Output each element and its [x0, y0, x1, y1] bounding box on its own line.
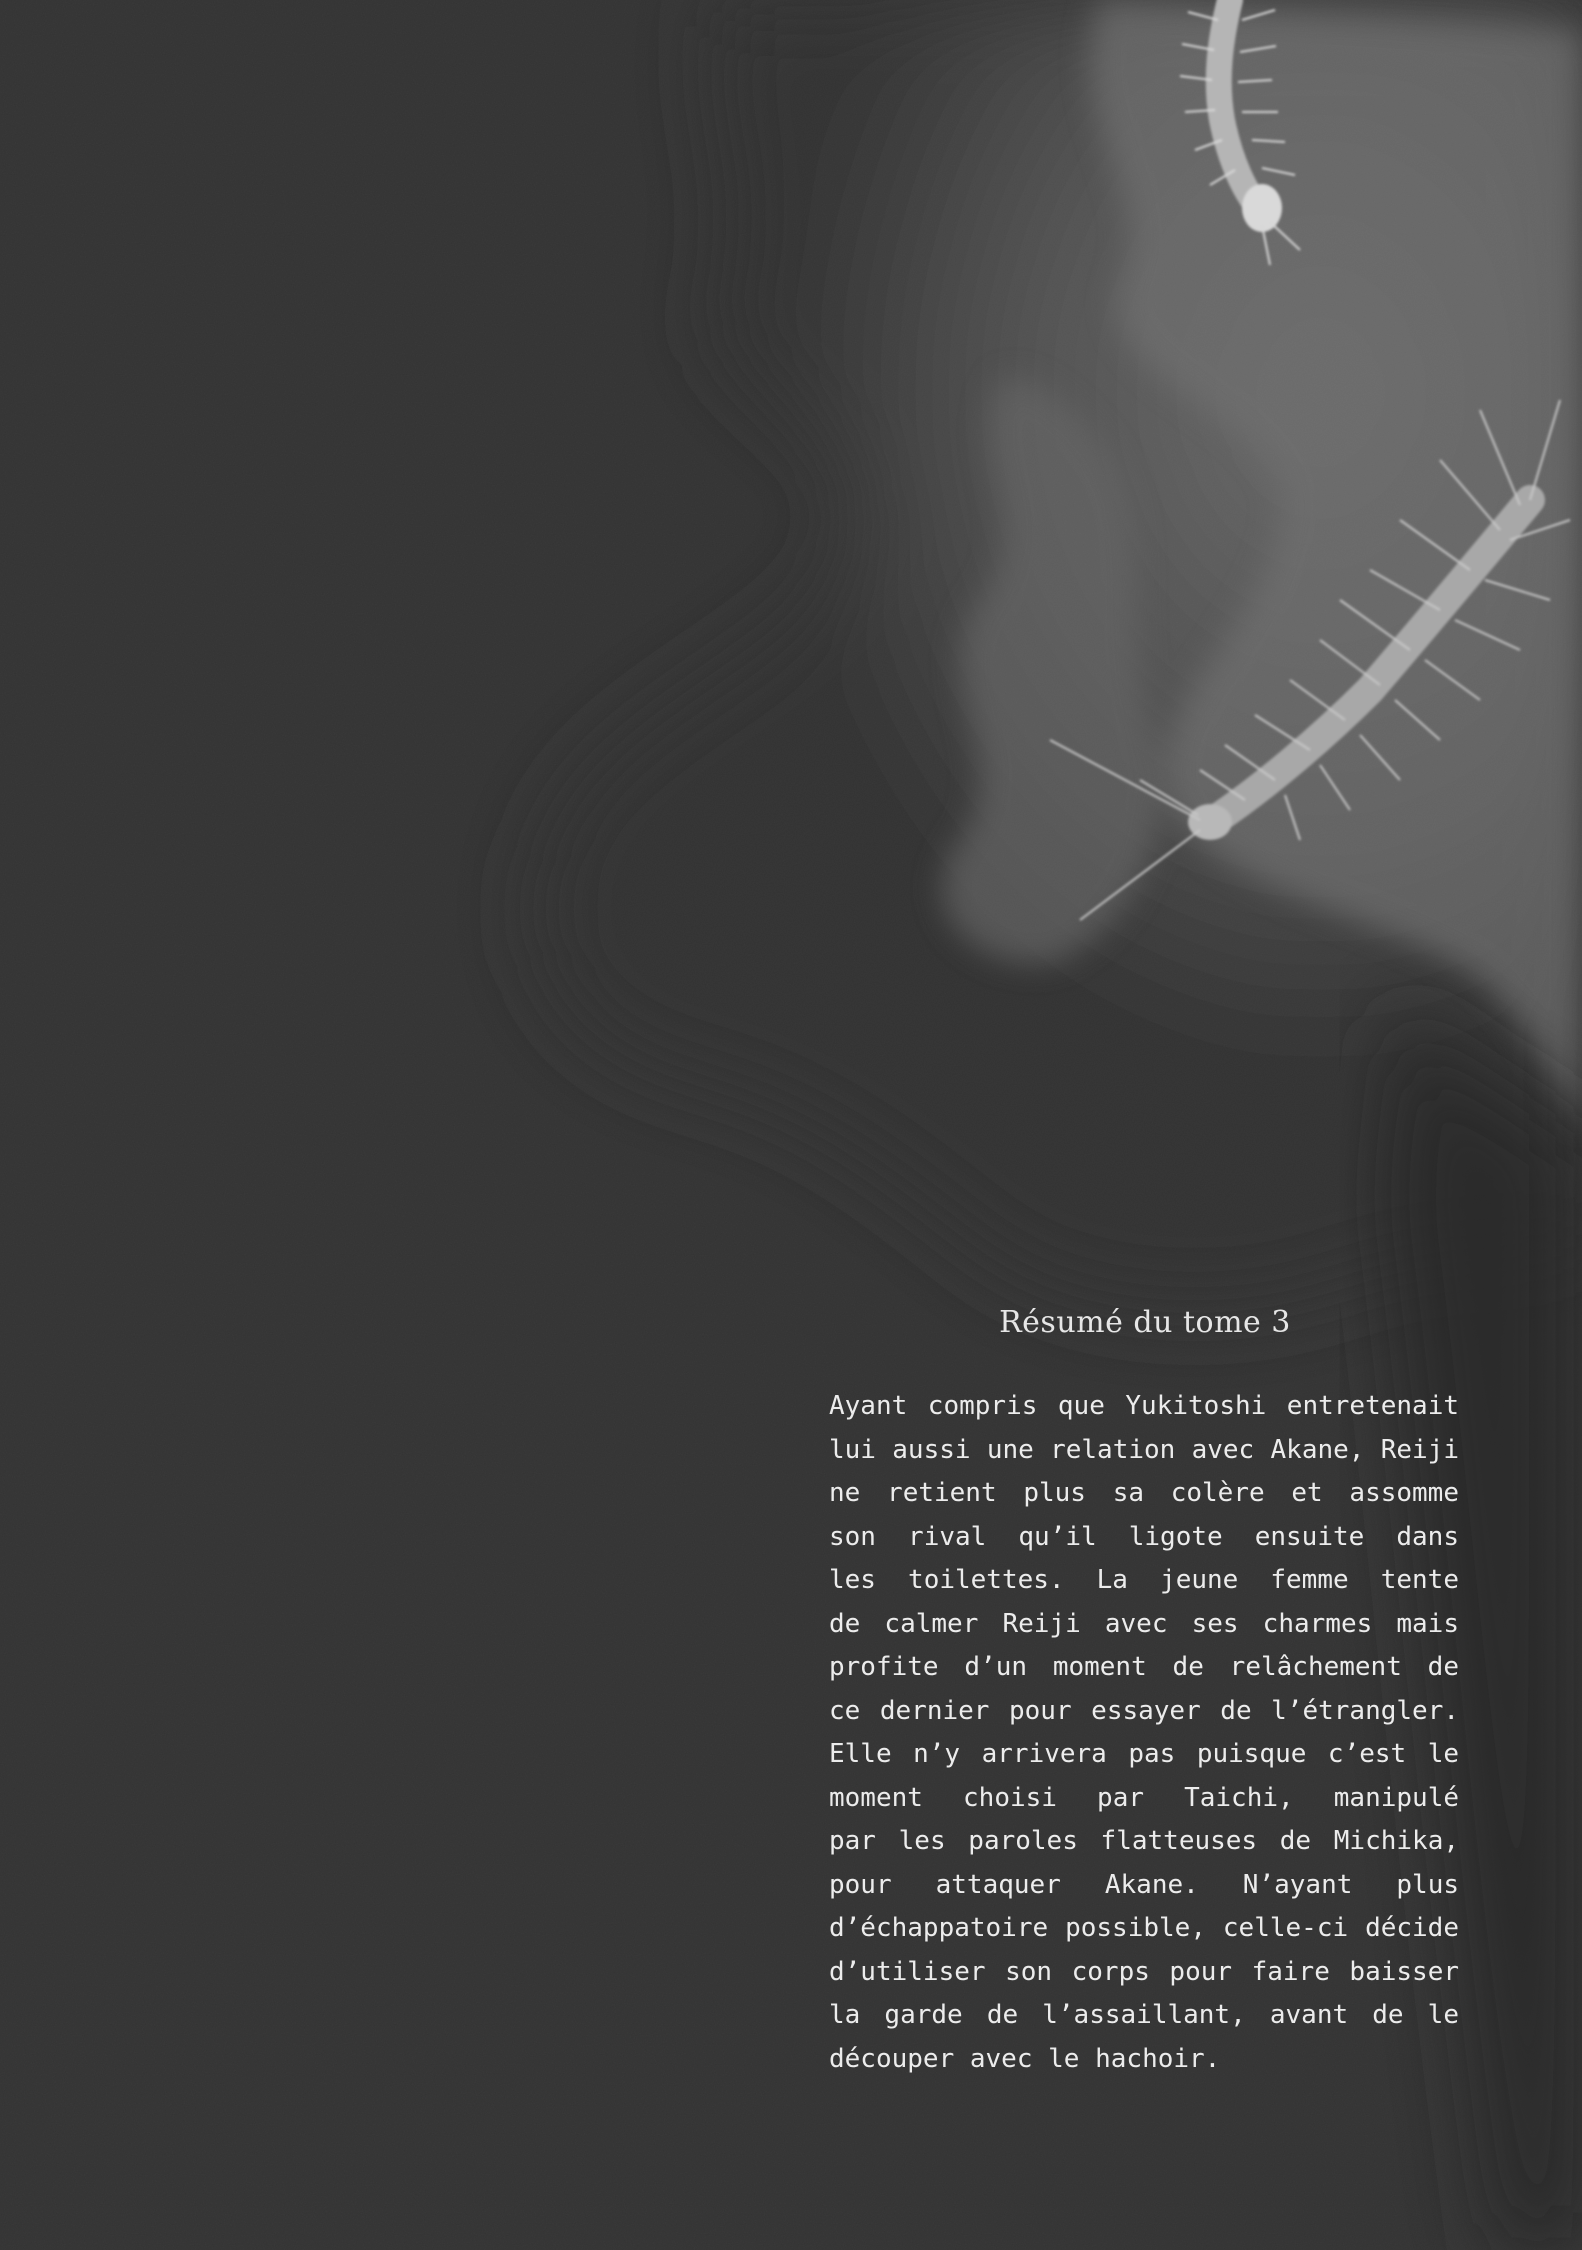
summary-line: ce dernier pour essayer de l’étrangler.: [829, 1695, 1459, 1726]
summary-line: d’échappatoire possible, celle-ci décide: [829, 1913, 1459, 1943]
summary-title: Résumé du tome 3: [999, 1305, 1291, 1340]
summary-line: Ayant compris que Yukitoshi entretenait: [829, 1391, 1459, 1421]
summary-line: profite d’un moment de relâchement de: [829, 1652, 1459, 1682]
summary-line: les toilettes. La jeune femme tente: [829, 1565, 1459, 1595]
summary-line: ne retient plus sa colère et assomme: [829, 1478, 1459, 1508]
summary-line: Elle n’y arrivera pas puisque c’est le: [829, 1739, 1459, 1769]
summary-line: d’utiliser son corps pour faire baisser: [829, 1956, 1459, 1987]
summary-line: lui aussi une relation avec Akane, Reiji: [829, 1434, 1459, 1465]
summary-line: par les paroles flatteuses de Michika,: [829, 1826, 1459, 1856]
summary-line: moment choisi par Taichi, manipulé: [829, 1782, 1459, 1813]
summary-line: de calmer Reiji avec ses charmes mais: [829, 1608, 1459, 1639]
summary-line: son rival qu’il ligote ensuite dans: [829, 1521, 1459, 1552]
summary-line: pour attaquer Akane. N’ayant plus: [829, 1869, 1459, 1900]
summary-line: découper avec le hachoir.: [829, 2043, 1221, 2074]
summary-line: la garde de l’assaillant, avant de le: [829, 2000, 1459, 2030]
summary-text: [829, 1385, 1459, 2081]
